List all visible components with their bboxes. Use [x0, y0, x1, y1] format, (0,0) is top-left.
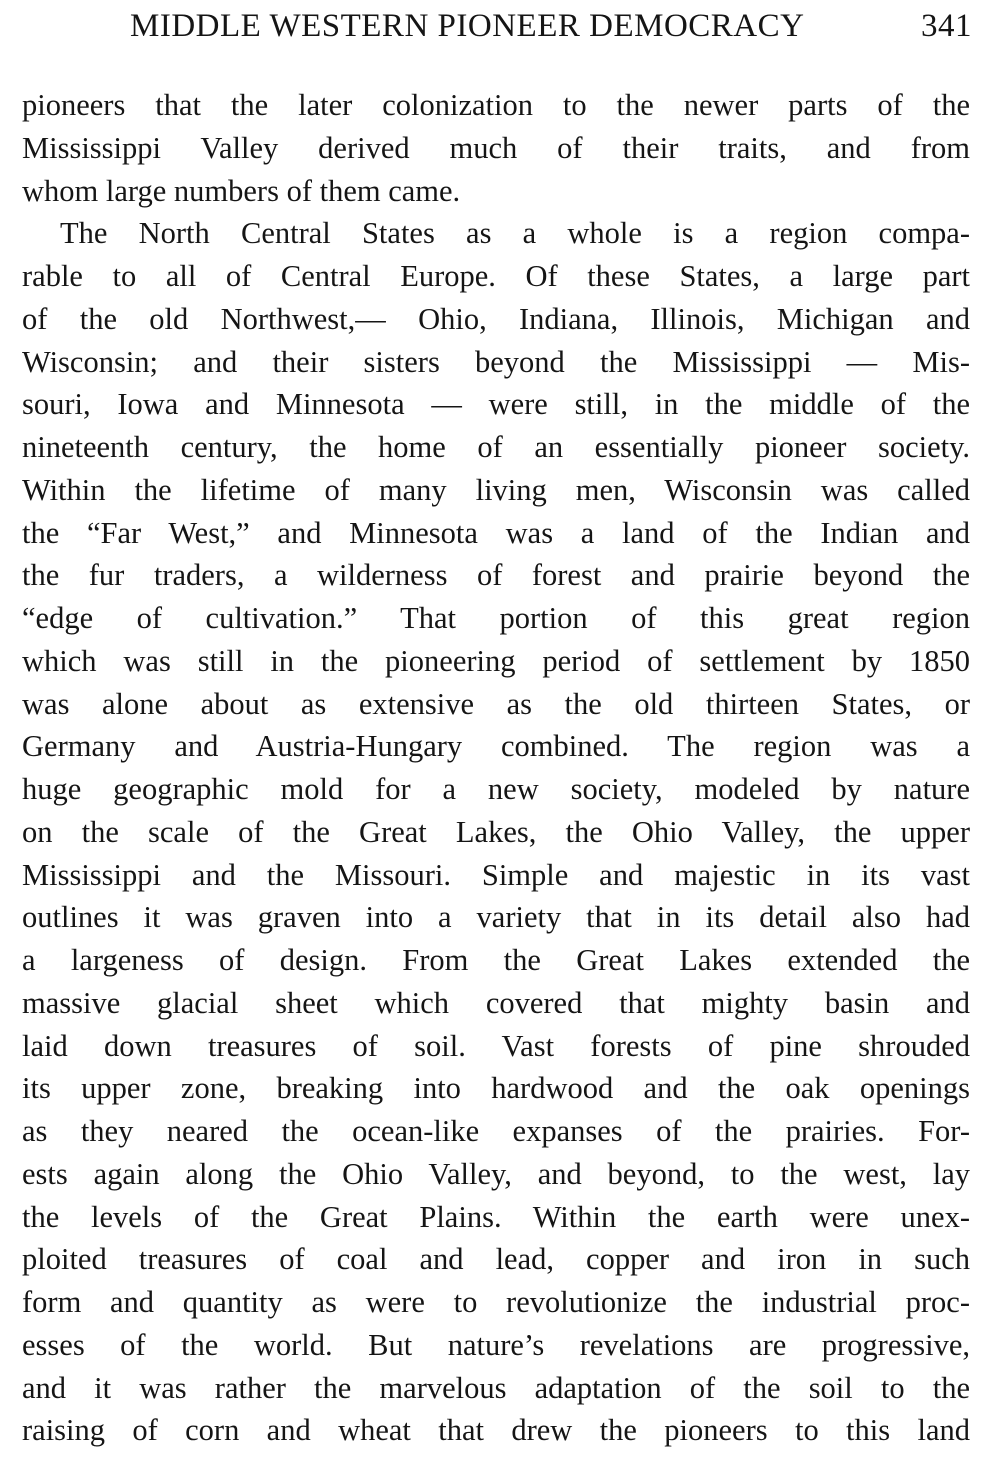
paragraph-first-line: The North Central States as a whole is a region compa-: [60, 216, 970, 251]
text-line: raising of corn and wheat that drew the pioneers to this land: [22, 1413, 970, 1448]
text-line: Wisconsin; and their sisters beyond the Mississippi — Mis-: [22, 344, 970, 379]
text-line: esses of the world. But nature’s revelations are progressive,: [22, 1327, 970, 1362]
running-head: [130, 4, 972, 48]
text-line: Within the lifetime of many living men, Wisconsin was called: [22, 472, 970, 507]
text-line: massive glacial sheet which covered that mighty basin and: [22, 985, 970, 1020]
text-line: of the old Northwest,— Ohio, Indiana, Illinois, Michigan and: [22, 301, 970, 336]
text-line: the levels of the Great Plains. Within the earth were unex-: [22, 1199, 970, 1234]
text-line: laid down treasures of soil. Vast forests of pine shrouded: [22, 1028, 970, 1063]
text-line: its upper zone, breaking into hardwood and the oak openings: [22, 1071, 970, 1106]
text-line: ests again along the Ohio Valley, and beyond, to the west, lay: [22, 1156, 970, 1191]
body-text: [22, 84, 970, 1452]
text-line: rable to all of Central Europe. Of these States, a large part: [22, 259, 970, 293]
text-line: a largeness of design. From the Great Lakes extended the: [22, 943, 970, 977]
text-line: which was still in the pioneering period of settlement by 1850: [22, 643, 970, 678]
text-line: pioneers that the later colonization to the newer parts of the: [22, 88, 970, 122]
text-line: form and quantity as were to revolutionize the industrial proc-: [22, 1285, 970, 1319]
text-line: whom large numbers of them came.: [22, 173, 461, 208]
text-line: “edge of cultivation.” That portion of this great region: [22, 601, 970, 635]
text-line: and it was rather the marvelous adaptation of the soil to the: [22, 1370, 970, 1405]
text-line: nineteenth century, the home of an essentially pioneer society.: [22, 430, 970, 464]
page-number: 341: [921, 8, 972, 44]
text-line: Mississippi Valley derived much of their traits, and from: [22, 130, 970, 165]
running-title: MIDDLE WESTERN PIONEER DEMOCRACY: [130, 8, 805, 44]
text-line: outlines it was graven into a variety that in its detail also had: [22, 900, 970, 935]
text-line: souri, Iowa and Minnesota — were still, in the middle of the: [22, 387, 970, 422]
text-line: Germany and Austria-Hungary combined. The region was a: [22, 729, 970, 764]
text-line: the fur traders, a wilderness of forest and prairie beyond the: [22, 558, 970, 593]
text-line: huge geographic mold for a new society, modeled by nature: [22, 772, 970, 806]
text-line: on the scale of the Great Lakes, the Ohio Valley, the upper: [22, 814, 970, 849]
text-line: was alone about as extensive as the old thirteen States, or: [22, 686, 970, 721]
text-line: as they neared the ocean-like expanses of the prairies. For-: [22, 1114, 970, 1148]
text-line: ploited treasures of coal and lead, copper and iron in such: [22, 1242, 970, 1277]
text-line: the “Far West,” and Minnesota was a land of the Indian and: [22, 515, 970, 550]
text-line: Mississippi and the Missouri. Simple and majestic in its vast: [22, 857, 970, 892]
